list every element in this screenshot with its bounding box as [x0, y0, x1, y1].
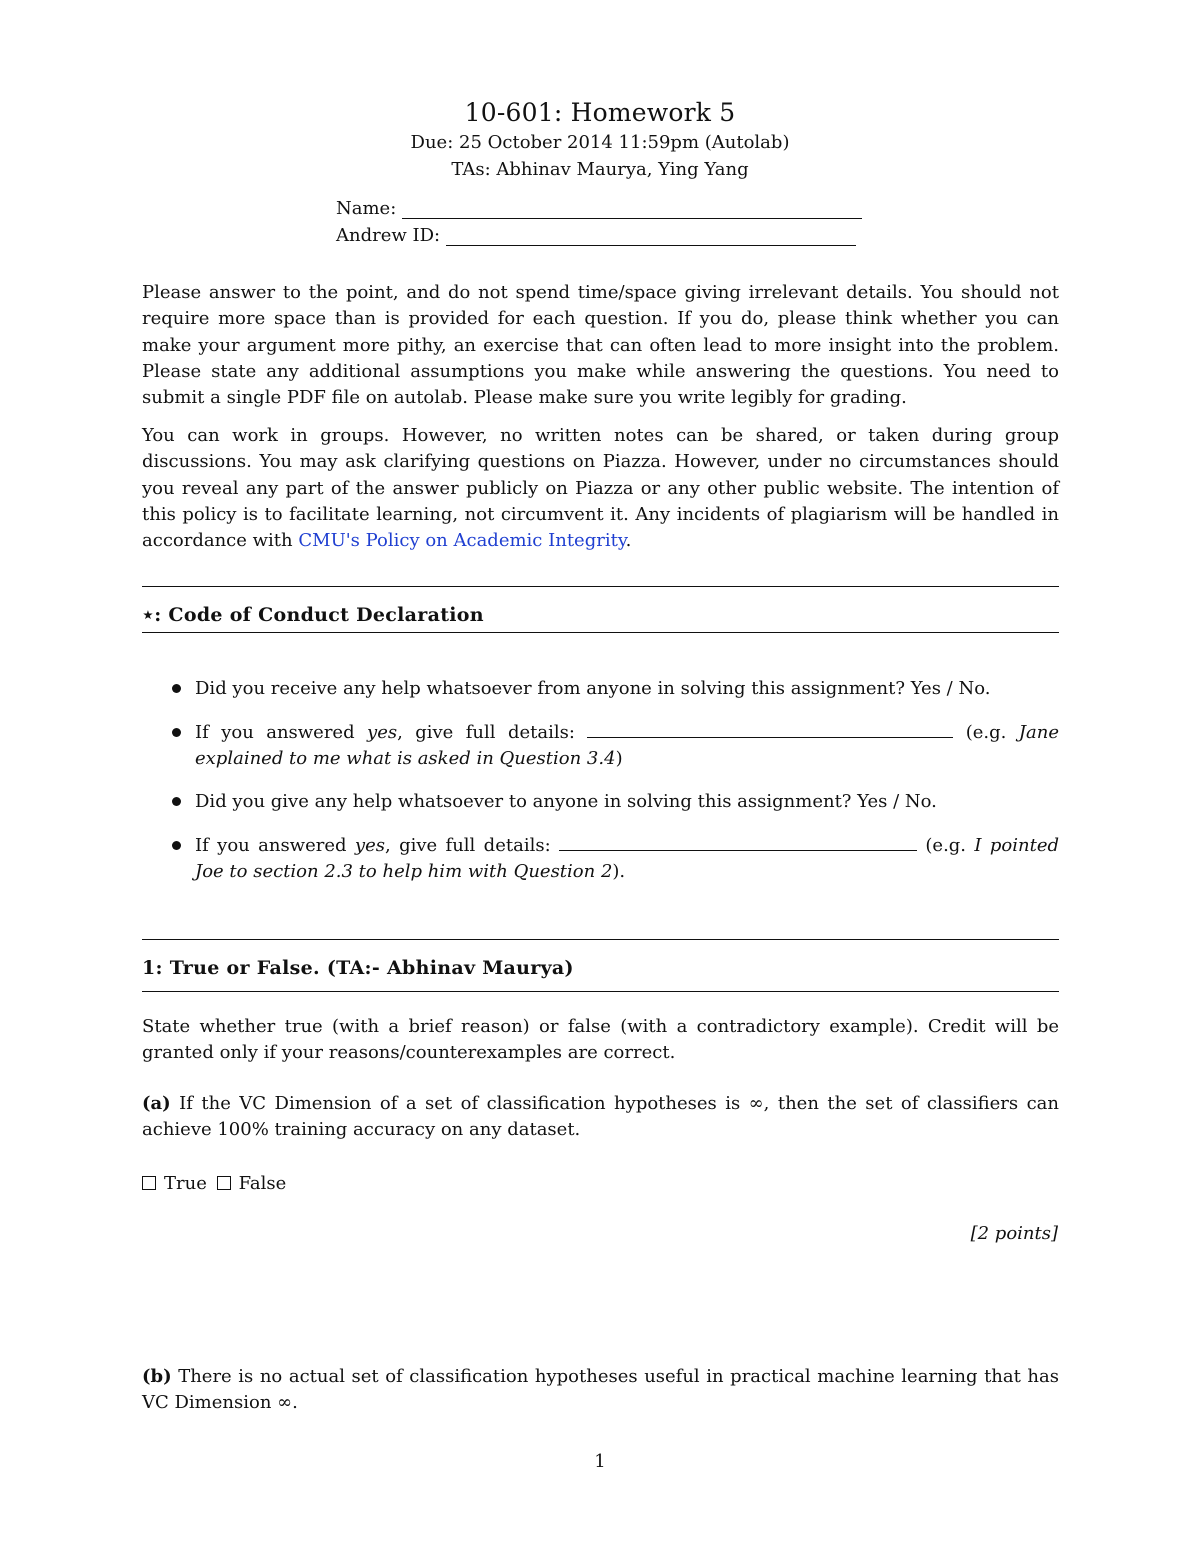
false-option-label: False [238, 1173, 287, 1194]
intro-paragraph-1: Please answer to the point, and do not spend time/space giving irrelevant details. You should not require more space than is provided for each question. If you do, please think whether you can make your argument more pithy, an exercise that can often lead to more insight into the problem. Please state any additional assumptions you make while answering the questions. You need to submit a single PDF file on autolab. Please make sure you write legibly for grading. [142, 282, 1059, 409]
andrew-id-input-line[interactable] [446, 227, 856, 246]
due-date: Due: 25 October 2014 11:59pm (Autolab) [410, 132, 790, 153]
true-checkbox[interactable] [142, 1176, 156, 1190]
section-1-intro: State whether true (with a brief reason) or false (with a contradictory example). Credit will be granted only if your reasons/counterexamples are correct. [142, 1016, 1059, 1064]
bullet-icon [172, 797, 181, 806]
bullet-icon [172, 684, 181, 693]
conduct-question-3: Did you give any help whatsoever to anyone in solving this assignment? Yes / No. [195, 791, 937, 812]
conduct-heading: ⋆: Code of Conduct Declaration [142, 604, 484, 626]
andrew-id-field[interactable] [336, 225, 856, 246]
conduct-question-4: If you answered yes, give full details: (e.g. I pointed Joe to section 2.3 to help him with Question 2). [195, 835, 1060, 882]
true-option-label: True [164, 1173, 207, 1194]
name-input-line[interactable] [402, 200, 862, 219]
true-false-options [142, 1171, 1059, 1197]
conduct-question-1: Did you receive any help whatsoever from anyone in solving this assignment? Yes / No. [195, 678, 991, 699]
page-number: 1 [594, 1451, 606, 1472]
question-1a: (a) If the VC Dimension of a set of classification hypotheses is ∞, then the set of classifiers can achieve 100% training accuracy on any dataset. [142, 1093, 1059, 1141]
details-blank-line[interactable] [587, 721, 953, 738]
false-checkbox[interactable] [217, 1176, 231, 1190]
ta-names: TAs: Abhinav Maurya, Ying Yang [451, 159, 749, 180]
section-1-heading: 1: True or False. (TA:- Abhinav Maurya) [142, 957, 574, 979]
name-label: Name: [336, 198, 397, 219]
academic-integrity-link[interactable]: CMU's Policy on Academic Integrity [298, 530, 626, 552]
name-field[interactable] [336, 198, 862, 219]
bullet-icon [172, 841, 181, 850]
conduct-question-2: If you answered yes, give full details: (e.g. Jane explained to me what is asked in Question 3.4) [195, 722, 1059, 769]
section-divider [142, 632, 1059, 633]
bullet-icon [172, 728, 181, 737]
andrew-id-label: Andrew ID: [336, 225, 441, 246]
section-divider [142, 991, 1059, 992]
section-divider [142, 939, 1059, 940]
section-divider [142, 586, 1059, 587]
details-blank-line[interactable] [559, 834, 917, 851]
page-title: 10-601: Homework 5 [464, 98, 736, 127]
points-label: [2 points] [970, 1223, 1058, 1244]
intro-paragraph-2: You can work in groups. However, no written notes can be shared, or taken during group discussions. You may ask clarifying questions on Piazza. However, under no circumstances should you reveal any part of the answer publicly on Piazza or any other public website. The intention of this policy is to facilitate learning, not circumvent it. Any incidents of plagiarism will be handled in accordance with CMU's Policy on Academic Integrity. [142, 425, 1059, 552]
question-1b: (b) There is no actual set of classification hypotheses useful in practical machine learning that has VC Dimension ∞. [142, 1366, 1059, 1414]
